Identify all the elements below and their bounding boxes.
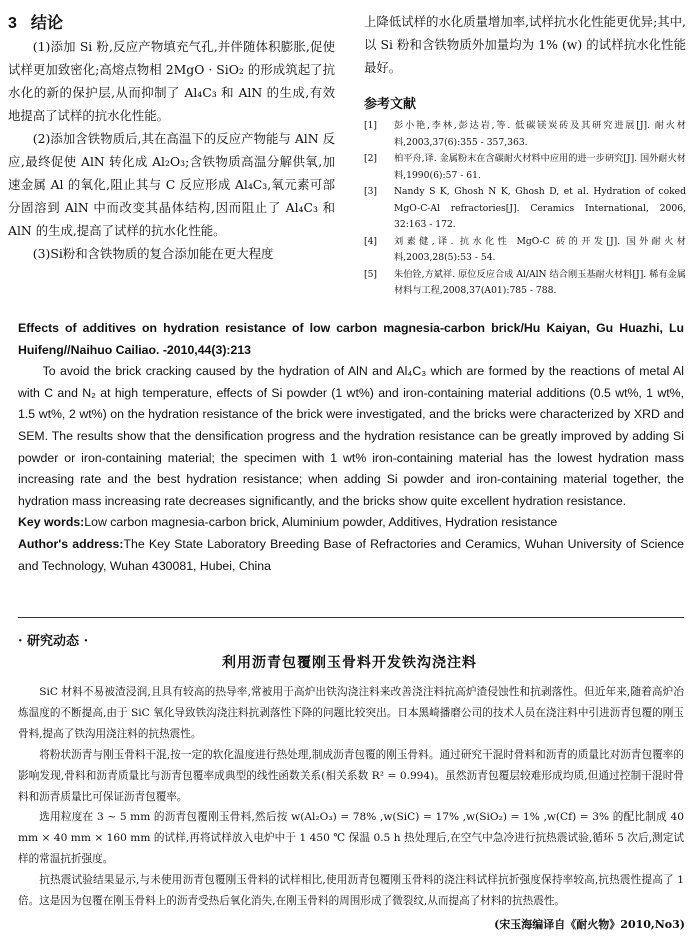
abstract-title-line: Effects of additives on hydration resistance of low carbon magnesia-carbon brick/Hu Kaiyan, Gu Huazhi, Lu Huifeng//Naihuo Cailiao. -2010,44(3):213 [18, 321, 684, 357]
section-number: 3 [8, 15, 17, 32]
reference-number: [2] [364, 153, 378, 164]
reference-item [364, 151, 686, 184]
news-source: (宋玉海编译自《耐火物》2010,No3) [494, 918, 685, 931]
conclusion-paragraph-2: (2)添加含铁物质后,其在高温下的反应产物能与 AlN 反应,最终促使 AlN 转化成 Al₂O₃;含铁物质高温分解供氧,加速金属 Al 的氧化,阻止其与 C 反应形成 Al₄C₃,氧元素可部分固溶到 AlN 中而改变其晶体结构,因而阻止了 Al₄C₃ 和 AlN 的生成,提高了试样的抗水化性能。 [8, 131, 335, 238]
horizontal-divider [18, 617, 684, 618]
right-column [364, 10, 686, 300]
reference-item [364, 267, 686, 300]
conclusion-paragraph-3-continued: 上降低试样的水化质量增加率,试样抗水化性能更优异;其中,以 Si 粉和含铁物质外加量均为 1% (w) 的试样抗水化性能最好。 [364, 14, 686, 75]
reference-list [364, 118, 686, 300]
reference-number: [4] [364, 235, 378, 247]
reference-item [364, 234, 686, 267]
abstract-keywords [18, 512, 684, 534]
reference-text: Nandy S K, Ghosh N K, Ghosh D, et al. Hydration of coked MgO-C-Al refractories[J]. Ceramics International, 2006, 32:163 - 172. [394, 186, 686, 230]
left-column [8, 10, 335, 265]
conclusion-paragraph-1: (1)添加 Si 粉,反应产物填充气孔,并伴随体积膨胀,促使试样更加致密化;高熔点物相 2MgO · SiO₂ 的形成筑起了抗水化的新的保护层,从而抑制了 Al₄C₃ 和 AlN 的生成,有效地提高了试样的抗水化性能。 [8, 39, 335, 123]
abstract-body: To avoid the brick cracking caused by the hydration of AlN and Al₄C₃ which are formed by the reactions of metal Al with C and N₂ at high temperature, effects of Si powder (1 wt%) and iron-containing material additions (0.5 wt%, 1 wt%, 1.5 wt%, 2 wt%) on the hydration resistance of the brick were investigated, and the bricks were characterized by XRD and SEM. The results show that the densification progress and the hydration resistance can be greatly improved by adding Si powder or iron-containing material; the specimen with 1 wt% iron-containing material has the lowest hydration mass increasing rate and the best hydration resistance; when adding Si powder and iron-containing material together, the hydration mass increasing rate decreases significantly, and the bricks show quite excellent hydration resistance. [18, 364, 684, 508]
reference-text: 朱伯铨,方斌祥. 原位反应合成 Al/AlN 结合刚玉基耐火材料[J]. 稀有金属材料与工程,2008,37(A01):785 - 788. [394, 268, 686, 296]
news-paragraph: 将粉状沥青与刚玉骨料干混,按一定的软化温度进行热处理,制成沥青包覆的刚玉骨料。通过研究干混时骨料和沥青的质量比对沥青包覆率的影响发现,骨料和沥青质量比与沥青包覆率成典型的线性函数关系(相关系数 R² = 0.994)。虽然沥青包覆层较难形成均质,但通过控制干混时骨料和沥青质量比可保证沥青包覆率。 [18, 748, 684, 803]
news-paragraph: 选用粒度在 3 ~ 5 mm 的沥青包覆刚玉骨料,然后按 w(Al₂O₃) = 78% ,w(SiC) = 17% ,w(SiO₂) = 1% ,w(Cf) = 3% 的配比制成 40 mm × 40 mm × 160 mm 的试样,再将试样放入电炉中于 1 450 ℃ 保温 0.5 h 热处理后,在空气中急冷进行抗热震试验,循环 5 次后,测定试样的常温抗折强度。 [18, 811, 684, 866]
reference-item [364, 184, 686, 234]
references-heading: 参考文献 [364, 97, 417, 112]
address-label: Author's address: [18, 536, 124, 551]
reference-item [364, 118, 686, 151]
keywords-label: Key words: [18, 515, 85, 530]
reference-text: 刘素健,译. 抗水化性 MgO-C 砖的开发[J]. 国外耐火材料,2003,28(5):53 - 54. [394, 235, 686, 263]
reference-number: [5] [364, 268, 378, 280]
news-title: 利用沥青包覆刚玉骨料开发铁沟浇注料 [222, 655, 477, 671]
section-heading [8, 10, 335, 33]
news-paragraph: SiC 材料不易被渣浸润,且具有较高的热导率,常被用于高炉出铁沟浇注料来改善浇注料抗高炉渣侵蚀性和抗剥落性。但近年来,随着高炉冶炼温度的不断提高,由于 SiC 氧化导致铁沟浇注料抗剥落性下降的问题比较突出。日本黑崎播磨公司的技术人员在浇注料中引进沥青包覆的刚玉骨料,提高了铁沟用浇注料的抗热震性。 [18, 686, 684, 740]
section-title: 结论 [30, 13, 63, 32]
news-body [18, 682, 684, 912]
news-section-tag: · 研究动态 · [18, 634, 89, 649]
reference-number: [3] [364, 186, 378, 197]
reference-text: 柏平舟,译. 金属粉末在含碳耐火材料中应用的进一步研究[J]. 国外耐火材料,1990(6):57 - 61. [394, 153, 686, 181]
abstract-address [18, 534, 684, 577]
conclusion-paragraph-3: (3)Si粉和含铁物质的复合添加能在更大程度 [32, 246, 274, 261]
news-paragraph: 抗热震试验结果显示,与未使用沥青包覆刚玉骨料的试样相比,使用沥青包覆刚玉骨料的浇注料试样抗折强度保持率较高,抗热震性提高了 1 倍。这是因为包覆在刚玉骨料上的沥青受热后氧化消失,在刚玉骨料的周围形成了微裂纹,从而提高了材料的抗热震性。 [18, 874, 684, 908]
keywords-text: Low carbon magnesia-carbon brick, Aluminium powder, Additives, Hydration resistance [84, 515, 558, 530]
reference-number: [1] [364, 120, 378, 131]
english-abstract [18, 318, 684, 577]
reference-text: 彭小艳,李林,彭达岩,等. 低碳镁炭砖及其研究进展[J]. 耐火材料,2003,37(6):355 - 357,363. [394, 120, 686, 148]
address-text: The Key State Laboratory Breeding Base of Refractories and Ceramics, Wuhan University of Science and Technology, Wuhan 430081, Hubei, China [18, 536, 685, 573]
